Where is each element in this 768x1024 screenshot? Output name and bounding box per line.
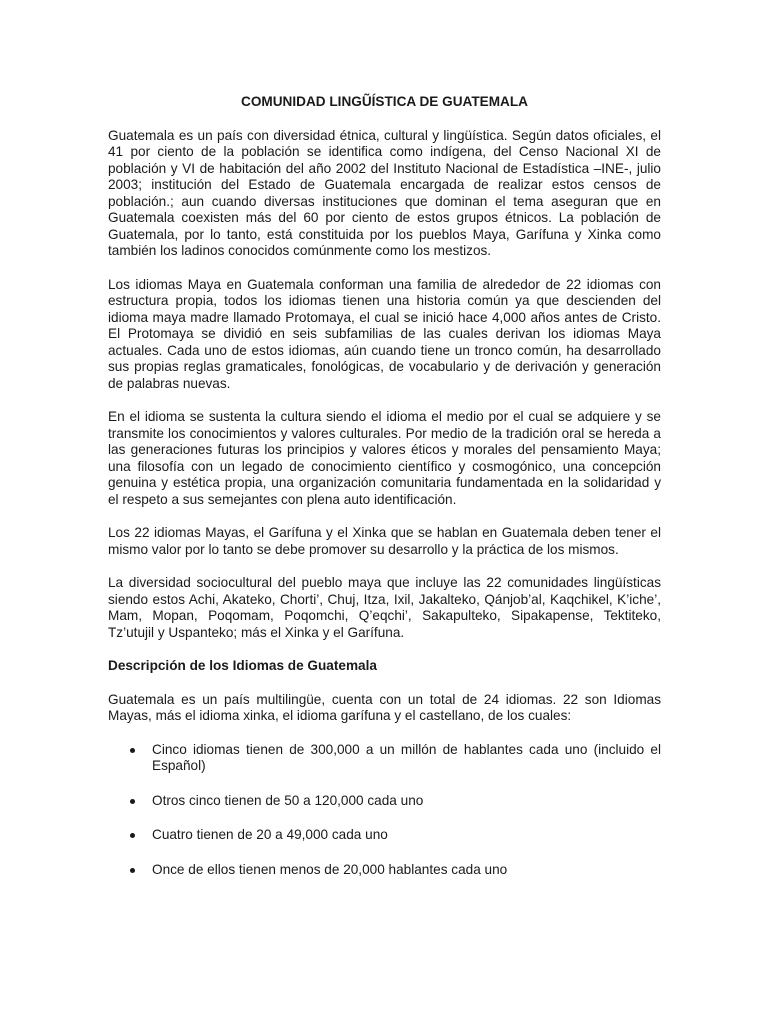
paragraph-communities: La diversidad sociocultural del pueblo maya que incluye las 22 comunidades lingüísticas siendo estos Achi, Akateko, Chorti’, Chuj, Itza, Ixil, Jakalteko, Qánjob’al, Kaqchikel, K’iche’, Mam, Mopan, Poqomam, Poqomchi, Q’eqchi’, Sakapulteko, Sipakapense, Tektiteko, Tz’utujil y Uspanteko; más el Xinka y el Garífuna. [108,575,661,640]
paragraph-multilingual: Guatemala es un país multilingüe, cuenta con un total de 24 idiomas. 22 son Idiomas Mayas, más el idioma xinka, el idioma garífuna y el castellano, de los cuales: [108,691,661,723]
list-item [108,742,661,775]
speaker-count-list [108,742,661,879]
paragraph-intro: Guatemala es un país con diversidad étnica, cultural y lingüística. Según datos oficiales, el 41 por ciento de la población se identifica como indígena, del Censo Nacional XI de población y VI de habitación del año 2002 del Instituto Nacional de Estadística –INE-, julio 2003; institución del Estado de Guatemala encargada de realizar estos censos de población.; aun cuando diversas instituciones que dominan el tema aseguran que en Guatemala coexisten más del 60 por ciento de estos grupos étnicos. La población de Guatemala, por lo tanto, está constituida por los pueblos Maya, Garífuna y Xinka como también los ladinos conocidos comúnmente como los mestizos. [108,127,661,258]
list-item [108,827,661,844]
document-body [108,94,661,896]
paragraph-maya-languages: Los idiomas Maya en Guatemala conforman una familia de alrededor de 22 idiomas con estructura propia, todos los idiomas tienen una historia común ya que descienden del idioma maya madre llamado Protomaya, el cual se inició hace 4,000 años antes de Cristo. El Protomaya se dividió en seis subfamilias de las cuales derivan los idiomas Maya actuales. Cada uno de estos idiomas, aún cuando tiene un tronco común, ha desarrollado sus propias reglas gramaticales, fonológicas, de vocabulario y de derivación y generación de palabras nuevas. [108,276,661,391]
document-title: COMUNIDAD LINGŨÍSTICA DE GUATEMALA [241,94,528,109]
list-item-text: Otros cinco tienen de 50 a 120,000 cada uno [152,792,424,808]
bullet-icon [130,868,135,873]
bullet-icon [130,833,135,838]
list-item [108,793,661,810]
list-item-text: Cuatro tienen de 20 a 49,000 cada uno [152,827,388,842]
section-heading: Descripción de los Idiomas de Guatemala [108,658,377,673]
list-item [108,862,661,879]
bullet-icon [130,748,135,753]
list-item-text: Cinco idiomas tienen de 300,000 a un millón de hablantes cada uno (incluido el Español) [152,741,661,773]
paragraph-culture: En el idioma se sustenta la cultura siendo el idioma el medio por el cual se adquiere y se transmite los conocimientos y valores culturales. Por medio de la tradición oral se hereda a las generaciones futuras los principios y valores éticos y morales del pensamiento Maya; una filosofía con un legado de conocimiento científico y cosmogónico, una concepción genuina y estética propia, una organización comunitaria fundamentada en la solidaridad y el respeto a sus semejantes con plena auto identificación. [108,409,661,507]
paragraph-equal-value: Los 22 idiomas Mayas, el Garífuna y el Xinka que se hablan en Guatemala deben tener el mismo valor por lo tanto se debe promover su desarrollo y la práctica de los mismos. [108,525,661,557]
list-item-text: Once de ellos tienen menos de 20,000 hablantes cada uno [152,861,508,877]
bullet-icon [130,799,135,804]
